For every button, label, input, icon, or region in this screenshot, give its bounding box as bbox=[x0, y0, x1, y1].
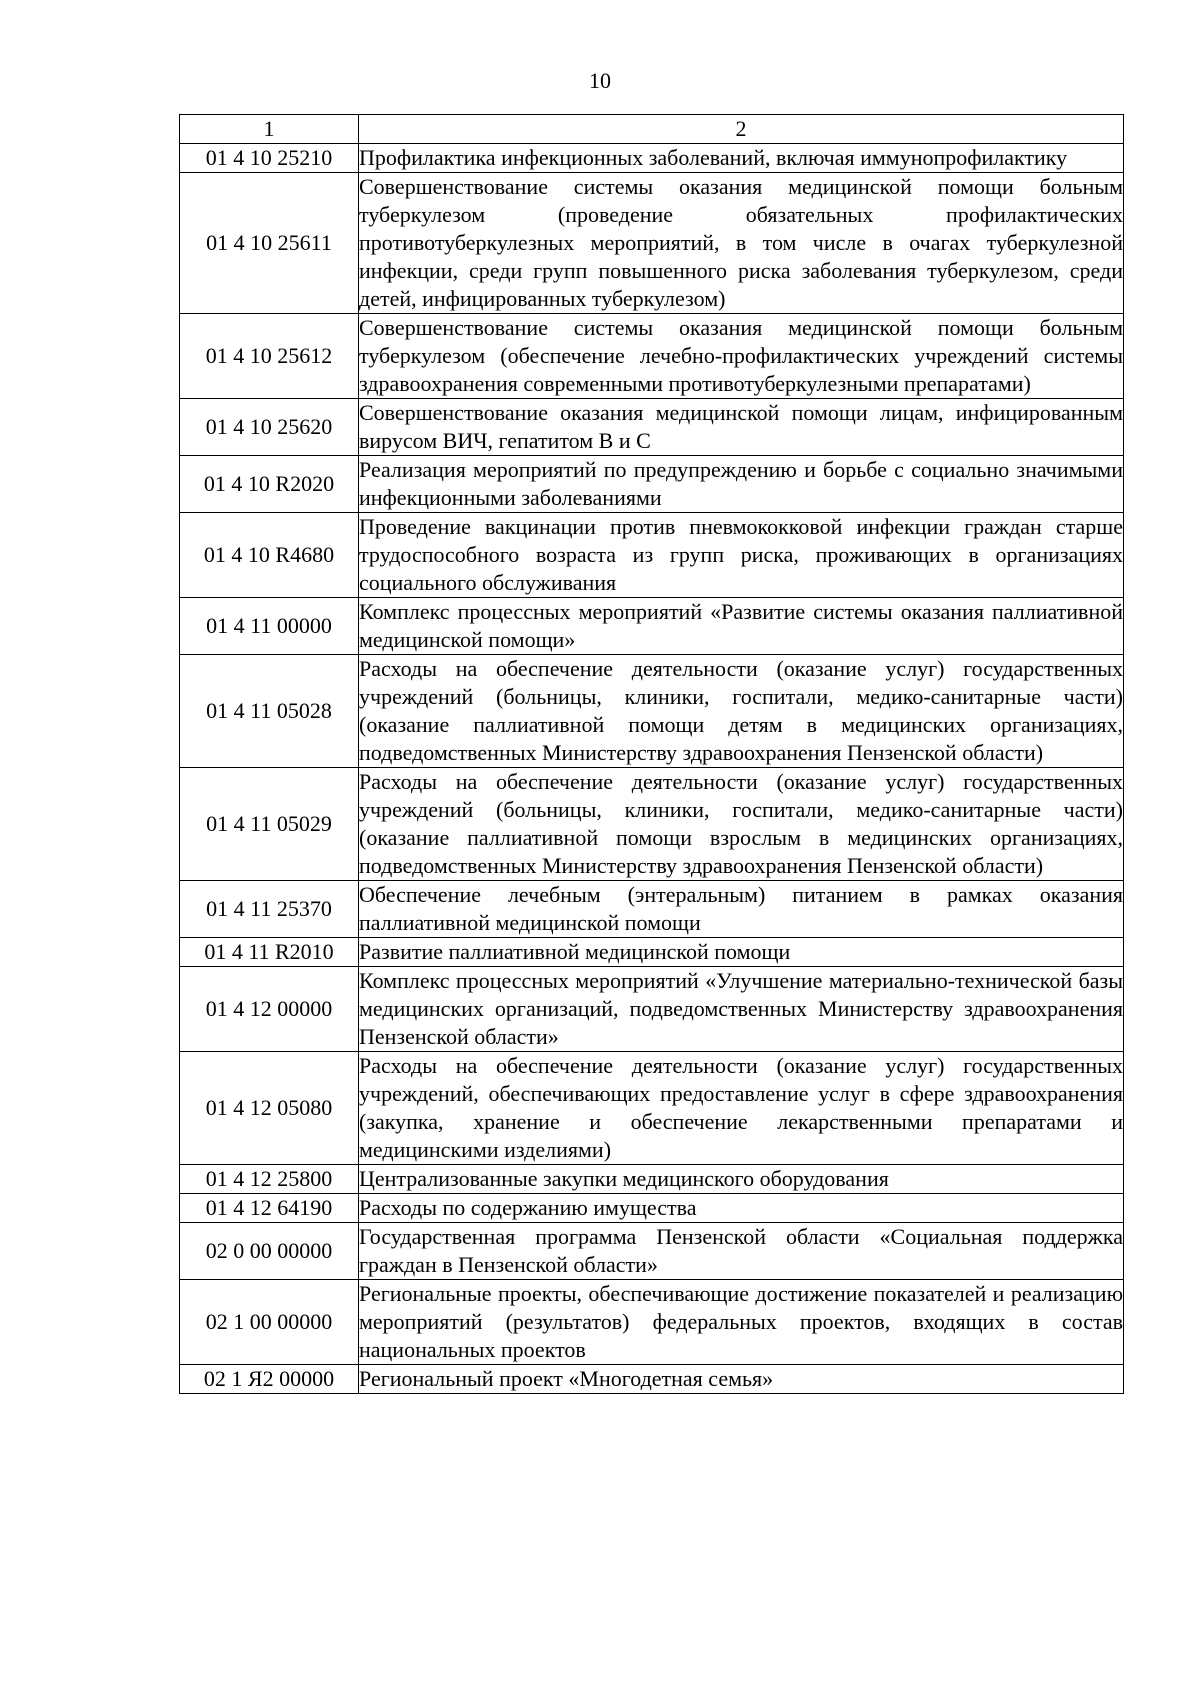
row-description: Обеспечение лечебным (энтеральным) питанием в рамках оказания паллиативной медицинской помощи bbox=[359, 881, 1124, 938]
budget-classification-table bbox=[179, 114, 1124, 1394]
row-code: 01 4 10 R2020 bbox=[180, 456, 359, 513]
row-code: 01 4 11 00000 bbox=[180, 598, 359, 655]
table-row bbox=[180, 456, 1124, 513]
row-description: Расходы на обеспечение деятельности (оказание услуг) государственных учреждений (больницы, клиники, госпитали, медико-санитарные части) (оказание паллиативной помощи детям в медицинских организациях, подведомственных Министерству здравоохранения Пензенской области) bbox=[359, 655, 1124, 768]
row-code: 01 4 11 R2010 bbox=[180, 938, 359, 967]
row-description: Региональные проекты, обеспечивающие достижение показателей и реализацию мероприятий (результатов) федеральных проектов, входящих в состав национальных проектов bbox=[359, 1280, 1124, 1365]
table-row bbox=[180, 768, 1124, 881]
row-description: Реализация мероприятий по предупреждению и борьбе с социально значимыми инфекционными заболеваниями bbox=[359, 456, 1124, 513]
table-header-row bbox=[180, 115, 1124, 144]
page-number: 10 bbox=[589, 68, 611, 93]
row-code: 01 4 11 25370 bbox=[180, 881, 359, 938]
table-row bbox=[180, 655, 1124, 768]
row-description: Совершенствование оказания медицинской помощи лицам, инфицированным вирусом ВИЧ, гепатитом В и С bbox=[359, 399, 1124, 456]
row-code: 01 4 12 00000 bbox=[180, 967, 359, 1052]
table-row bbox=[180, 938, 1124, 967]
row-code: 01 4 10 25612 bbox=[180, 314, 359, 399]
table-row bbox=[180, 1365, 1124, 1394]
header-column-2: 2 bbox=[359, 115, 1124, 144]
row-code: 02 0 00 00000 bbox=[180, 1223, 359, 1280]
row-code: 01 4 10 R4680 bbox=[180, 513, 359, 598]
table-row bbox=[180, 513, 1124, 598]
row-description: Комплекс процессных мероприятий «Развитие системы оказания паллиативной медицинской помощи» bbox=[359, 598, 1124, 655]
row-description: Совершенствование системы оказания медицинской помощи больным туберкулезом (проведение обязательных профилактических противотуберкулезных мероприятий, в том числе в очагах туберкулезной инфекции, среди групп повышенного риска заболевания туберкулезом, среди детей, инфицированных туберкулезом) bbox=[359, 173, 1124, 314]
row-description: Расходы на обеспечение деятельности (оказание услуг) государственных учреждений (больницы, клиники, госпитали, медико-санитарные части) (оказание паллиативной помощи взрослым в медицинских организациях, подведомственных Министерству здравоохранения Пензенской области) bbox=[359, 768, 1124, 881]
row-description: Совершенствование системы оказания медицинской помощи больным туберкулезом (обеспечение лечебно-профилактических учреждений системы здравоохранения современными противотуберкулезными препаратами) bbox=[359, 314, 1124, 399]
row-code: 01 4 11 05028 bbox=[180, 655, 359, 768]
row-code: 01 4 10 25210 bbox=[180, 144, 359, 173]
row-code: 01 4 10 25611 bbox=[180, 173, 359, 314]
row-code: 01 4 10 25620 bbox=[180, 399, 359, 456]
row-code: 01 4 12 64190 bbox=[180, 1194, 359, 1223]
table-row bbox=[180, 314, 1124, 399]
table-body bbox=[180, 144, 1124, 1394]
row-description: Расходы на обеспечение деятельности (оказание услуг) государственных учреждений, обеспечивающих предоставление услуг в сфере здравоохранения (закупка, хранение и обеспечение лекарственными препаратами и медицинскими изделиями) bbox=[359, 1052, 1124, 1165]
table-row bbox=[180, 1280, 1124, 1365]
row-description: Развитие паллиативной медицинской помощи bbox=[359, 938, 1124, 967]
row-description: Расходы по содержанию имущества bbox=[359, 1194, 1124, 1223]
table-row bbox=[180, 1194, 1124, 1223]
table-row bbox=[180, 881, 1124, 938]
table-row bbox=[180, 144, 1124, 173]
table-row bbox=[180, 1052, 1124, 1165]
row-description: Централизованные закупки медицинского оборудования bbox=[359, 1165, 1124, 1194]
row-description: Проведение вакцинации против пневмококковой инфекции граждан старше трудоспособного возраста из групп риска, проживающих в организациях социального обслуживания bbox=[359, 513, 1124, 598]
row-code: 02 1 00 00000 bbox=[180, 1280, 359, 1365]
table-row bbox=[180, 173, 1124, 314]
table-row bbox=[180, 967, 1124, 1052]
row-description: Региональный проект «Многодетная семья» bbox=[359, 1365, 1124, 1394]
row-code: 01 4 12 05080 bbox=[180, 1052, 359, 1165]
table-row bbox=[180, 598, 1124, 655]
table-row bbox=[180, 1223, 1124, 1280]
row-description: Государственная программа Пензенской области «Социальная поддержка граждан в Пензенской области» bbox=[359, 1223, 1124, 1280]
row-code: 01 4 11 05029 bbox=[180, 768, 359, 881]
row-code: 01 4 12 25800 bbox=[180, 1165, 359, 1194]
header-column-1: 1 bbox=[180, 115, 359, 144]
row-description: Профилактика инфекционных заболеваний, включая иммунопрофилактику bbox=[359, 144, 1124, 173]
table-row bbox=[180, 399, 1124, 456]
row-code: 02 1 Я2 00000 bbox=[180, 1365, 359, 1394]
table-row bbox=[180, 1165, 1124, 1194]
row-description: Комплекс процессных мероприятий «Улучшение материально-технической базы медицинских организаций, подведомственных Министерству здравоохранения Пензенской области» bbox=[359, 967, 1124, 1052]
